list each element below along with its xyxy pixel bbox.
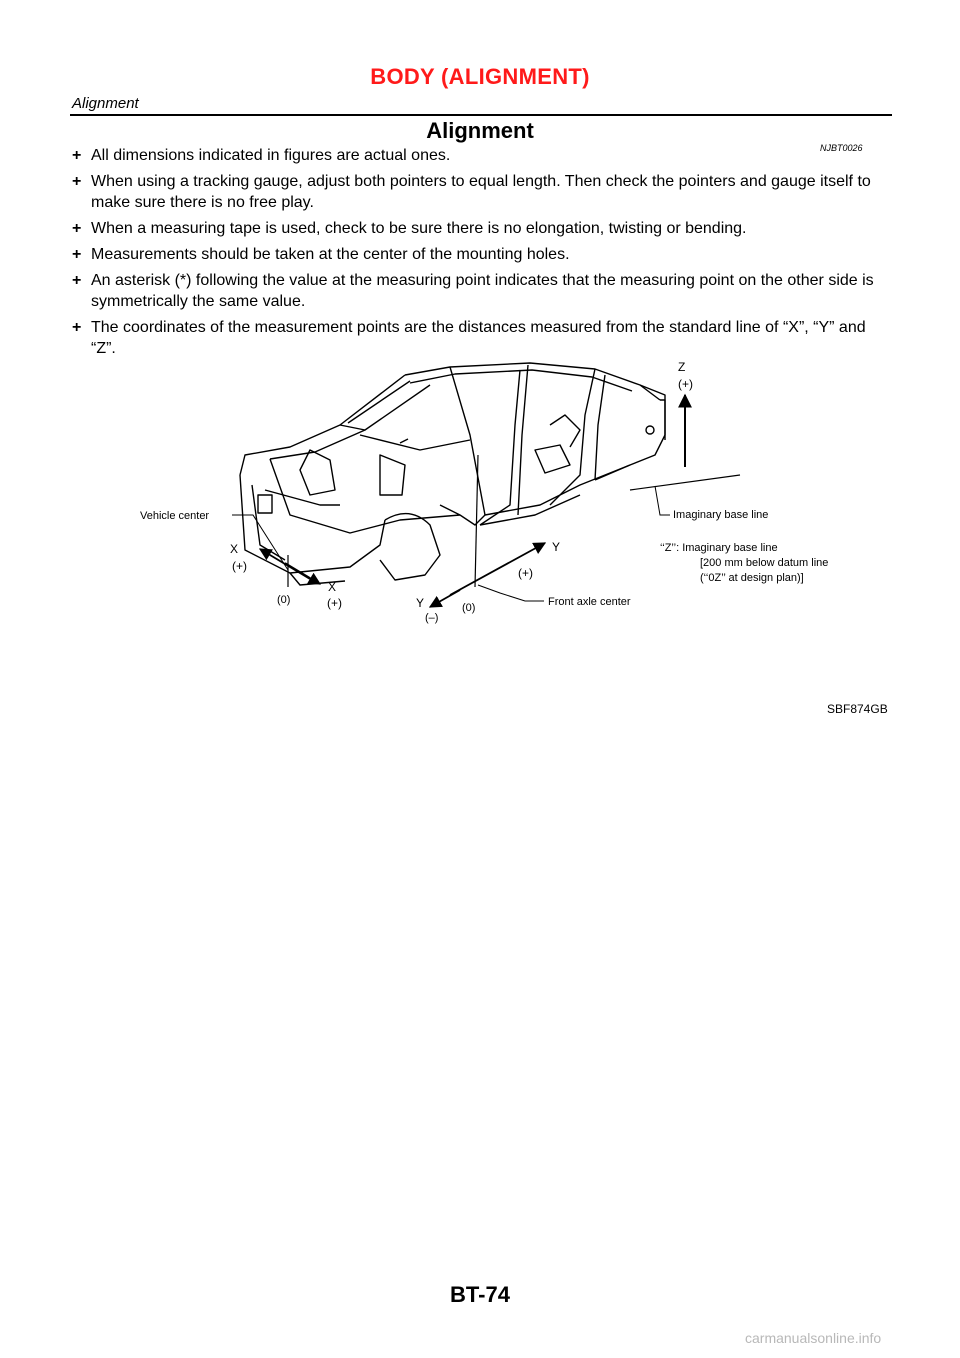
bullet-marker-icon: + (72, 220, 82, 237)
label-x-right: X (328, 580, 337, 594)
label-y-pos-sign: (+) (518, 566, 533, 580)
bullet-text: An asterisk (*) following the value at the measuring point indicates that the measuring point on the other side is symmetrically the same value. (91, 272, 874, 310)
bullet-item (72, 171, 894, 213)
bullet-marker-icon: + (72, 173, 82, 190)
label-zero-x: (0) (277, 594, 291, 606)
bullet-marker-icon: + (72, 246, 82, 263)
header-rule (70, 114, 892, 116)
label-z-note-2: [200 mm below datum line (700, 557, 829, 569)
bullet-text: The coordinates of the measurement points are the distances measured from the standard line of “X”, “Y” and “Z”. (91, 319, 866, 357)
label-x-left: X (230, 542, 239, 556)
car-body-icon (240, 363, 665, 585)
label-y-pos: Y (552, 540, 561, 554)
label-x-left-sign: (+) (232, 559, 247, 573)
page-number: BT-74 (450, 1282, 510, 1307)
bullet-marker-icon: + (72, 272, 82, 289)
section-code: NJBT0026 (820, 143, 863, 153)
section-title: Alignment (426, 118, 534, 143)
bullet-text: All dimensions indicated in figures are actual ones. (91, 147, 451, 164)
label-zero-y: (0) (462, 602, 476, 614)
bullet-marker-icon: + (72, 319, 82, 336)
label-z-note-3: (‘‘0Z’’ at design plan)] (700, 572, 804, 584)
bullet-item (72, 145, 894, 166)
header-subtitle: Alignment (72, 95, 139, 112)
label-imaginary-base-line: Imaginary base line (673, 509, 769, 521)
label-z-note-1: ‘‘Z’’: Imaginary base line (660, 542, 778, 554)
label-y-neg-sign: (–) (425, 612, 439, 624)
header-title: BODY (ALIGNMENT) (370, 64, 590, 89)
label-front-axle-center: Front axle center (548, 596, 631, 608)
bullet-text: When a measuring tape is used, check to be sure there is no elongation, twisting or bending. (91, 220, 747, 237)
body-alignment-diagram (140, 355, 830, 630)
watermark: carmanualsonline.info (745, 1330, 882, 1346)
bullet-marker-icon: + (72, 147, 82, 164)
label-x-right-sign: (+) (327, 596, 342, 610)
figure-code: SBF874GB (827, 702, 888, 716)
bullet-item (72, 270, 894, 312)
label-z: Z (678, 360, 686, 374)
bullet-text: Measurements should be taken at the center of the mounting holes. (91, 246, 570, 263)
bullet-item (72, 317, 894, 359)
bullet-item (72, 218, 894, 239)
bullet-text: When using a tracking gauge, adjust both pointers to equal length. Then check the pointers and gauge itself to make sure there is no free play. (91, 173, 871, 211)
label-y-neg: Y (416, 596, 425, 610)
bullet-item (72, 244, 894, 265)
label-vehicle-center: Vehicle center (140, 510, 210, 522)
bullet-list (72, 145, 894, 364)
label-z-sign: (+) (678, 377, 693, 391)
